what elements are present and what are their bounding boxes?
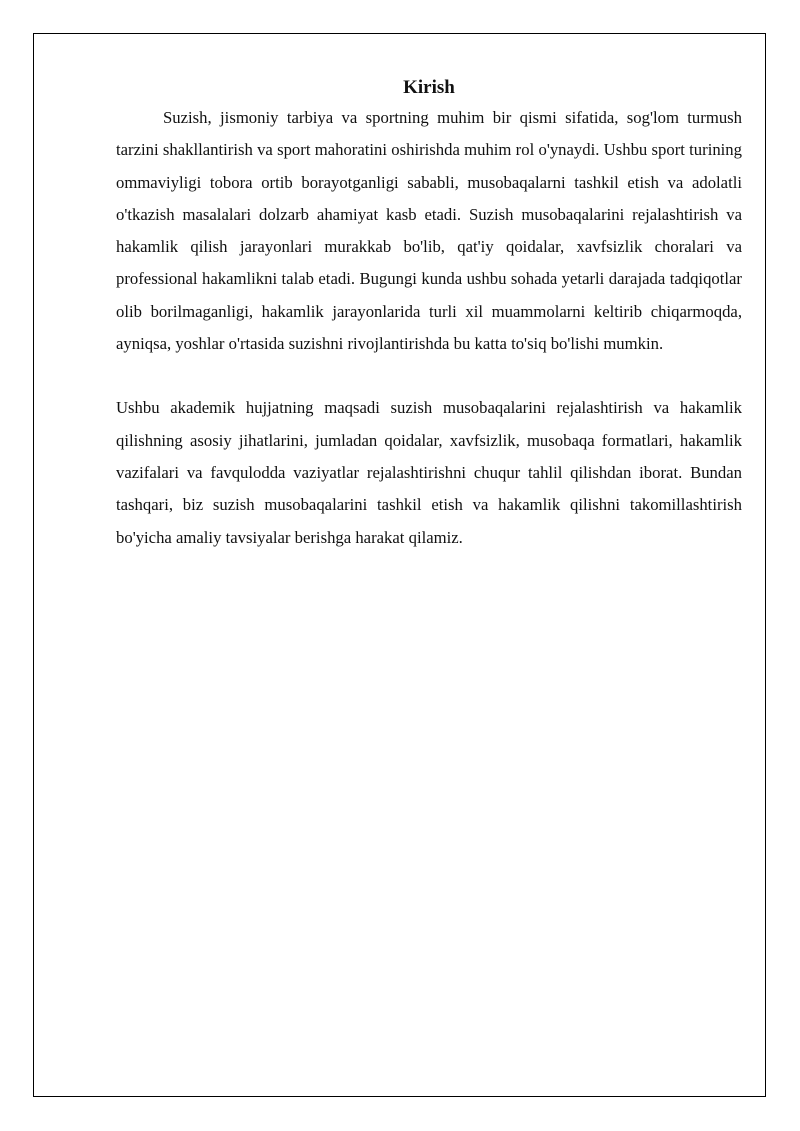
paragraph-spacer bbox=[116, 360, 742, 392]
intro-paragraph: Suzish, jismoniy tarbiya va sportning muhim bir qismi sifatida, sog'lom turmush tarzini shakllantirish va sport mahoratini oshirishda muhim rol o'ynaydi. Ushbu sport turining ommaviyligi tobora ortib borayotganligi sababli, musobaqalarni tashkil etish va adolatli o'tkazish masalalari dolzarb ahamiyat kasb etadi. Suzish musobaqalarini rejalashtirish va hakamlik qilish jarayonlari murakkab bo'lib, qat'iy qoidalar, xavfsizlik choralari va professional hakamlikni talab etadi. Bugungi kunda ushbu sohada yetarli darajada tadqiqotlar olib borilmaganligi, hakamlik jarayonlarida turli xil muammolarni keltirib chiqarmoqda, ayniqsa, yoshlar o'rtasida suzishni rivojlantirishda bu katta to'siq bo'lishi mumkin. bbox=[116, 108, 742, 354]
document-body bbox=[116, 74, 742, 554]
page-title: Kirish bbox=[403, 77, 455, 98]
purpose-paragraph: Ushbu akademik hujjatning maqsadi suzish musobaqalarini rejalashtirish va hakamlik qilishning asosiy jihatlarini, jumladan qoidalar, xavfsizlik, musobaqa formatlari, hakamlik vazifalari va favqulodda vaziyatlar rejalashtirishni chuqur tahlil qilishdan iborat. Bundan tashqari, biz suzish musobaqalarini tashkil etish va hakamlik qilishni takomillashtirish bo'yicha amaliy tavsiyalar berishga harakat qilamiz. bbox=[116, 398, 742, 547]
